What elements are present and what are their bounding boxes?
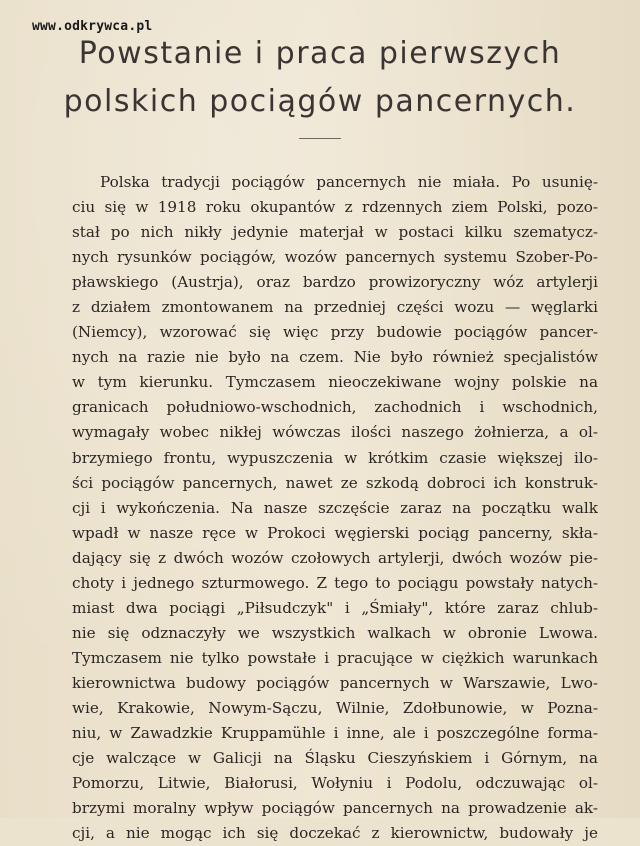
body-line: brzymi moralny wpływ pociągów pancernych na prowadzenie ak-	[72, 799, 598, 818]
body-line: stał po nich nikły jedynie materjał w postaci kilku szematycz-	[72, 223, 598, 242]
body-line: nie się odznaczyły we wszystkich walkach w obronie Lwowa.	[72, 623, 598, 642]
body-line: w tym kierunku. Tymczasem nieoczekiwane wojny polskie na	[72, 373, 598, 392]
watermark: www.odkrywca.pl	[32, 19, 153, 34]
title-line-1: Powstanie i praca pierwszych	[78, 36, 562, 71]
body-line: Tymczasem nie tylko powstałe i pracujące w ciężkich warunkach	[72, 648, 598, 667]
body-line: Polska tradycji pociągów pancernych nie miała. Po usunię-	[100, 173, 598, 191]
title-line-2: polskich pociągów pancernych.	[63, 84, 577, 119]
body-line: z działem zmontowanem na przedniej części wozu — węglarki	[72, 298, 598, 317]
body-line: dający się z dwóch wozów czołowych artylerji, dwóch wozów pie-	[72, 548, 598, 567]
body-line: cji, a nie mogąc ich się doczekać z kierownictw, budowały je	[72, 824, 598, 843]
body-line: Pomorzu, Litwie, Białorusi, Wołyniu i Podolu, odczuwając ol-	[72, 774, 598, 793]
body-line: cje walczące w Galicji na Śląsku Cieszyńskiem i Górnym, na	[72, 749, 598, 768]
title-divider	[299, 138, 341, 139]
body-line: granicach południowo-wschodnich, zachodnich i wschodnich,	[72, 398, 598, 417]
body-line: kierownictwa budowy pociągów pancernych w Warszawie, Lwo-	[72, 673, 598, 692]
body-line: cji i wykończenia. Na nasze szczęście zaraz na początku walk	[72, 498, 598, 517]
article-body	[72, 170, 598, 846]
body-line: choty i jednego szturmowego. Z tego to pociągu powstały natych-	[72, 573, 598, 592]
body-line: niu, w Zawadzkie Kruppamühle i inne, ale i poszczególne forma-	[72, 724, 598, 743]
body-line: ści pociągów pancernych, nawet ze szkodą dobroci ich konstruk-	[72, 473, 598, 492]
body-line: nych na razie nie było na czem. Nie było również specjalistów	[72, 348, 598, 367]
body-line: wpadł w nasze ręce w Prokoci węgierski pociąg pancerny, skła-	[72, 523, 598, 542]
body-line: nych rysunków pociągów, wozów pancernych systemu Szober-Po-	[72, 248, 598, 267]
body-line: wymagały wobec nikłej wówczas ilości naszego żołnierza, a ol-	[72, 423, 598, 442]
body-line: miast dwa pociągi „Piłsudczyk" i „Śmiały", które zaraz chlub-	[72, 598, 598, 617]
body-line: wie, Krakowie, Nowym-Sączu, Wilnie, Zdołbunowie, w Pozna-	[72, 698, 598, 717]
body-line: (Niemcy), wzorować się więc przy budowie pociągów pancer-	[72, 323, 598, 342]
body-line: brzymiego frontu, wypuszczenia w krótkim czasie większej ilo-	[72, 448, 598, 467]
body-line: pławskiego (Austrja), oraz bardzo prowizoryczny wóz artylerji	[72, 273, 598, 292]
body-line: ciu się w 1918 roku okupantów z rdzennych ziem Polski, pozo-	[72, 198, 598, 217]
article-title	[40, 30, 600, 126]
